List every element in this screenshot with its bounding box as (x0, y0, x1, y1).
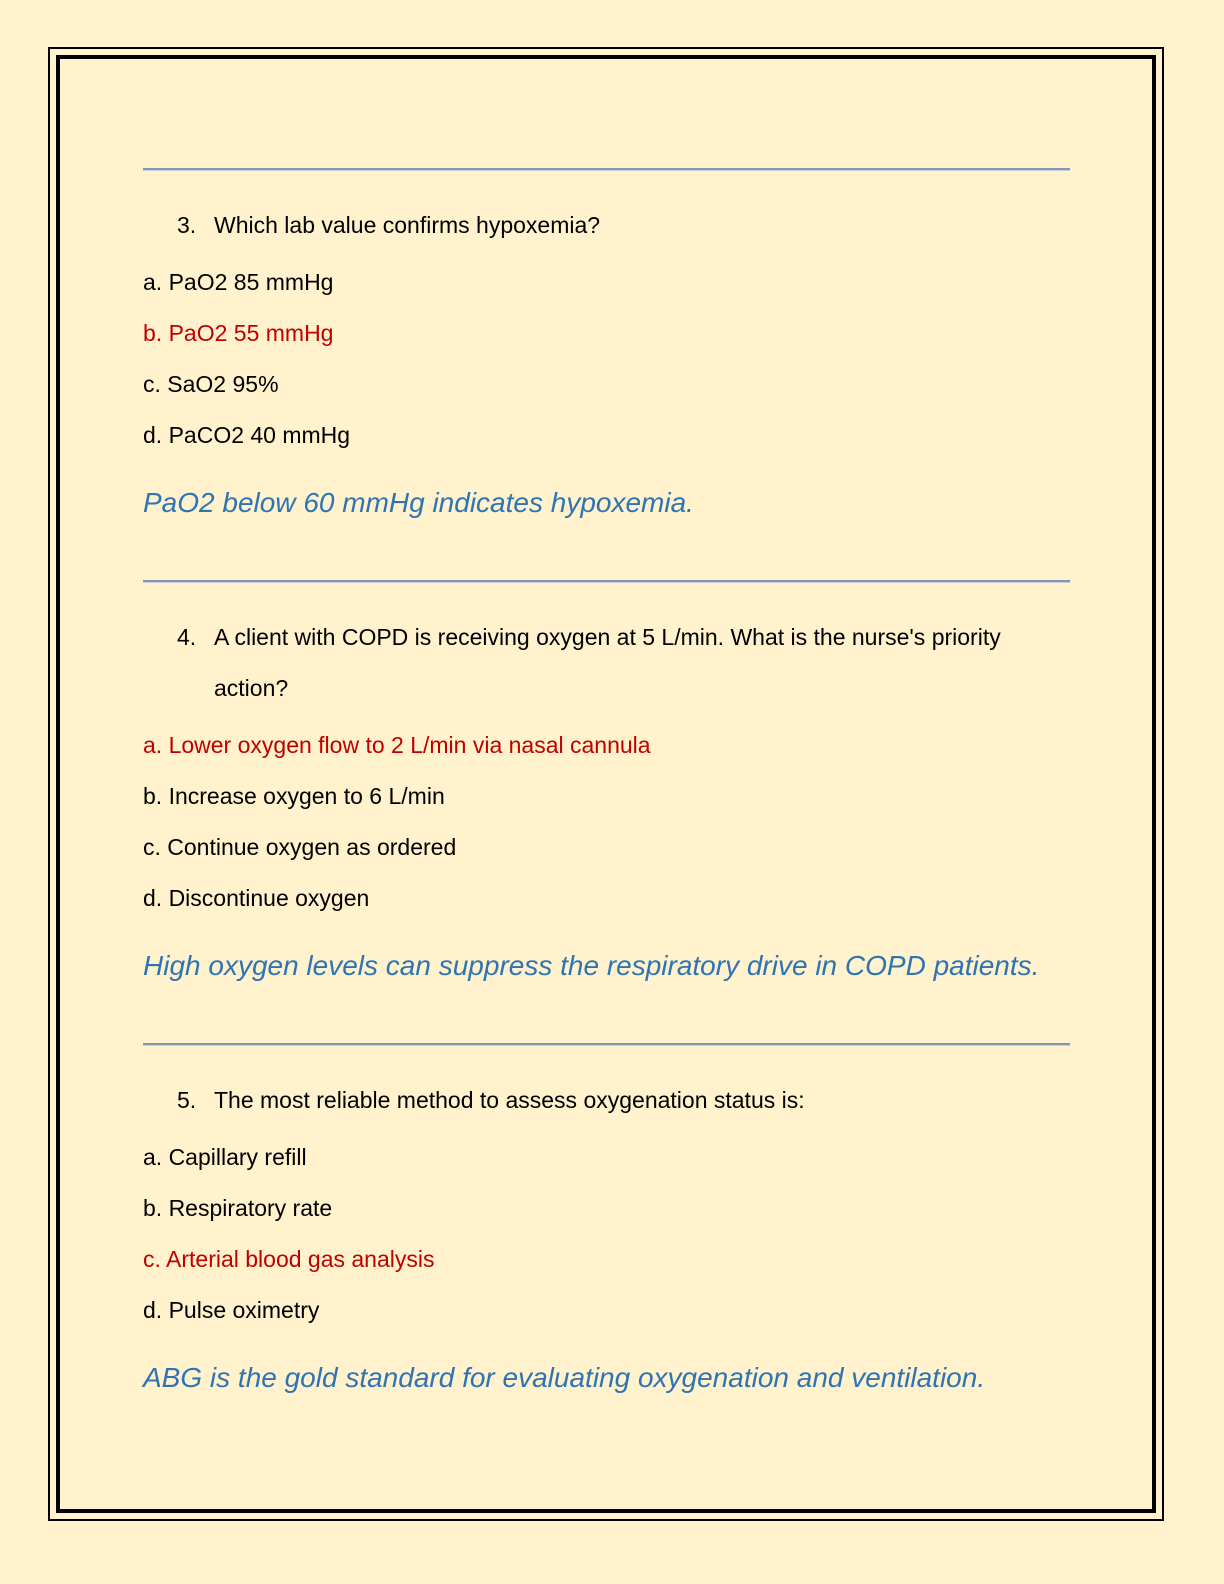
rationale-text: PaO2 below 60 mmHg indicates hypoxemia. (143, 487, 694, 518)
section-divider (143, 168, 1070, 171)
question-text: Which lab value confirms hypoxemia? (214, 212, 601, 238)
section-divider (143, 1043, 1070, 1046)
option-c: c. SaO2 95% (143, 371, 279, 397)
section-divider (143, 580, 1070, 583)
rationale-text: ABG is the gold standard for evaluating oxygenation and ventilation. (143, 1362, 986, 1393)
question-number: 5. (177, 1087, 197, 1113)
options-list (143, 257, 1070, 461)
option-a: a. Capillary refill (143, 1144, 307, 1170)
document-content (143, 168, 1070, 1398)
question-4 (143, 612, 1070, 714)
question-number: 4. (177, 624, 197, 650)
question-block (143, 580, 1070, 986)
rationale-text: High oxygen levels can suppress the respiratory drive in COPD patients. (143, 950, 1040, 981)
question-number: 3. (177, 212, 197, 238)
option-d: d. Pulse oximetry (143, 1297, 320, 1323)
options-list (143, 1132, 1070, 1336)
question-text: The most reliable method to assess oxygenation status is: (214, 1087, 805, 1113)
option-d: d. PaCO2 40 mmHg (143, 422, 351, 448)
question-text: A client with COPD is receiving oxygen at 5 L/min. What is the nurse's priority action? (214, 624, 1001, 701)
option-b: b. Increase oxygen to 6 L/min (143, 783, 445, 809)
options-list (143, 720, 1070, 924)
question-block (143, 1043, 1070, 1398)
option-b: b. Respiratory rate (143, 1195, 333, 1221)
option-a-correct: a. Lower oxygen flow to 2 L/min via nasal cannula (143, 732, 651, 758)
question-3 (143, 200, 1070, 251)
question-5 (143, 1075, 1070, 1126)
option-c: c. Continue oxygen as ordered (143, 834, 457, 860)
option-b-correct: b. PaO2 55 mmHg (143, 320, 334, 346)
option-c-correct: c. Arterial blood gas analysis (143, 1246, 435, 1272)
question-block (143, 168, 1070, 523)
option-a: a. PaO2 85 mmHg (143, 269, 334, 295)
option-d: d. Discontinue oxygen (143, 885, 370, 911)
